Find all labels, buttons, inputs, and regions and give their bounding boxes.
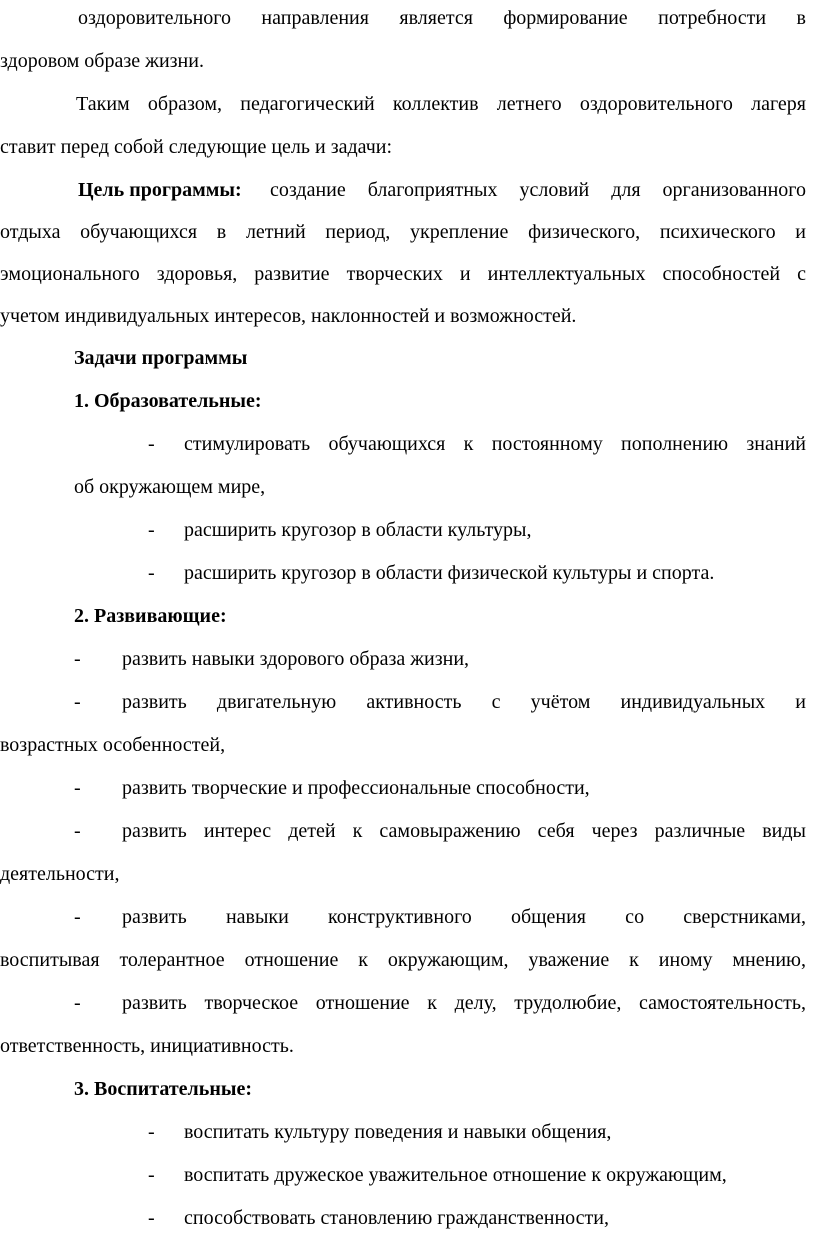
list-item-continuation: деятельности,	[0, 863, 120, 885]
list-item: стимулировать обучающихся к постоянному пополнению знаний	[184, 433, 806, 455]
list-item: воспитать культуру поведения и навыки общения,	[184, 1121, 612, 1143]
list-item: развить интерес детей к самовыражению себя через различные виды	[122, 820, 806, 842]
list-item: развить навыки конструктивного общения со сверстниками,	[122, 906, 806, 928]
list-dash: -	[74, 992, 81, 1014]
paragraph-line: здоровом образе жизни.	[0, 50, 204, 72]
list-dash: -	[74, 777, 81, 799]
list-dash: -	[74, 648, 81, 670]
list-item-continuation: об окружающем мире,	[74, 476, 266, 498]
list-item: развить творческое отношение к делу, трудолюбие, самостоятельность,	[122, 992, 806, 1014]
list-item: развить двигательную активность с учётом индивидуальных и	[122, 691, 806, 713]
list-dash: -	[148, 519, 155, 541]
paragraph-line: эмоционального здоровья, развитие творческих и интеллектуальных способностей с	[0, 263, 806, 285]
paragraph-line: ставит перед собой следующие цель и задачи:	[0, 136, 393, 158]
section-heading-educational: 1. Образовательные:	[74, 390, 262, 412]
list-item-continuation: возрастных особенностей,	[0, 734, 226, 756]
list-dash: -	[148, 433, 155, 455]
list-item-continuation: воспитывая толерантное отношение к окружающим, уважение к иному мнению,	[0, 949, 806, 971]
list-item: развить навыки здорового образа жизни,	[122, 648, 470, 670]
goal-label: Цель программы:	[78, 179, 242, 201]
list-item: расширить кругозор в области культуры,	[184, 519, 532, 541]
list-dash: -	[74, 906, 81, 928]
list-dash: -	[74, 820, 81, 842]
list-dash: -	[148, 1121, 155, 1143]
list-dash: -	[148, 1207, 155, 1229]
list-item: способствовать становлению гражданственности,	[184, 1207, 609, 1229]
paragraph-line: отдыха обучающихся в летний период, укрепление физического, психического и	[0, 221, 806, 243]
section-heading-upbringing: 3. Воспитательные:	[74, 1078, 252, 1100]
list-item: воспитать дружеское уважительное отношение к окружающим,	[184, 1164, 727, 1186]
list-dash: -	[74, 691, 81, 713]
list-dash: -	[148, 1164, 155, 1186]
paragraph-line: оздоровительного направления является формирование потребности в	[78, 7, 806, 29]
list-item: развить творческие и профессиональные способности,	[122, 777, 590, 799]
goal-line	[78, 178, 806, 202]
paragraph-line: учетом индивидуальных интересов, наклонностей и возможностей.	[0, 305, 577, 327]
list-item-continuation: ответственность, инициативность.	[0, 1035, 294, 1057]
list-dash: -	[148, 562, 155, 584]
goal-text: создание благоприятных условий для организованного	[270, 179, 806, 201]
section-heading-developing: 2. Развивающие:	[74, 605, 227, 627]
tasks-heading: Задачи программы	[74, 347, 248, 369]
list-item: расширить кругозор в области физической культуры и спорта.	[184, 562, 715, 584]
paragraph-line: Таким образом, педагогический коллектив летнего оздоровительного лагеря	[76, 93, 806, 115]
